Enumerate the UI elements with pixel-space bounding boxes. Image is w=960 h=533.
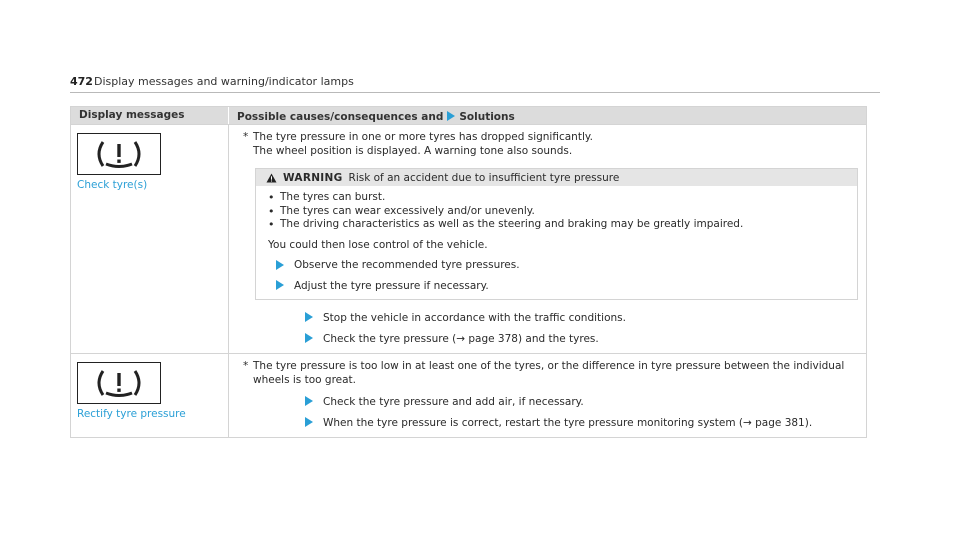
table-row xyxy=(71,124,866,353)
table-row xyxy=(71,353,866,437)
causes-solutions-cell xyxy=(229,354,866,437)
display-message-text: Rectify tyre pressure xyxy=(77,408,186,420)
warning-consequence-text: You could then lose control of the vehicle. xyxy=(268,238,488,251)
solution-arrow-icon xyxy=(305,417,313,427)
solution-step: When the tyre pressure is correct, restart the tyre pressure monitoring system (→ page 381). xyxy=(305,417,866,429)
solution-arrow-icon xyxy=(447,111,455,121)
solution-step: Stop the vehicle in accordance with the traffic conditions. xyxy=(305,312,866,324)
warning-label: WARNING xyxy=(283,171,343,184)
cause-text: * The tyre pressure is too low in at least one of the tyres, or the difference in tyre pressure between the individual wheels is too great. xyxy=(243,360,845,386)
page-header-title: Display messages and warning/indicator lamps xyxy=(94,75,354,88)
solution-arrow-icon xyxy=(305,333,313,343)
solution-step: Check the tyre pressure (→ page 378) and the tyres. xyxy=(305,333,866,345)
warning-header xyxy=(256,169,857,186)
solution-arrow-icon xyxy=(305,396,313,406)
solution-step: Check the tyre pressure and add air, if necessary. xyxy=(305,396,866,408)
list-item: • The tyres can wear excessively and/or unevenly. xyxy=(268,204,535,218)
page-header xyxy=(70,74,880,93)
table-header xyxy=(71,107,866,124)
warning-action: Observe the recommended tyre pressures. xyxy=(268,259,847,273)
column-header-display-messages: Display messages xyxy=(71,107,229,124)
causes-solutions-cell xyxy=(229,125,866,353)
action-arrow-icon xyxy=(276,260,284,270)
cause-text: * The tyre pressure in one or more tyres has dropped significantly. The wheel position is displayed. A warning tone also sounds. xyxy=(243,131,593,157)
display-message-text: Check tyre(s) xyxy=(77,179,148,191)
display-message-cell xyxy=(71,354,229,437)
list-item: • The driving characteristics as well as the steering and braking may be greatly impaired. xyxy=(268,218,744,231)
display-messages-table xyxy=(70,106,867,438)
solution-arrow-icon xyxy=(305,312,313,322)
column-header-causes-solutions: Possible causes/consequences and Solutions xyxy=(237,110,515,123)
warning-triangle-icon xyxy=(266,173,277,183)
warning-title: Risk of an accident due to insufficient tyre pressure xyxy=(348,171,620,184)
tyre-pressure-warning-icon xyxy=(77,133,161,175)
warning-action: Adjust the tyre pressure if necessary. xyxy=(268,280,847,294)
warning-box xyxy=(255,168,858,300)
page-number: 472 xyxy=(70,75,93,88)
action-arrow-icon xyxy=(276,280,284,290)
warning-body xyxy=(256,186,857,299)
list-item: • The tyres can burst. xyxy=(268,191,386,204)
display-message-cell xyxy=(71,125,229,353)
tyre-pressure-warning-icon xyxy=(77,362,161,404)
